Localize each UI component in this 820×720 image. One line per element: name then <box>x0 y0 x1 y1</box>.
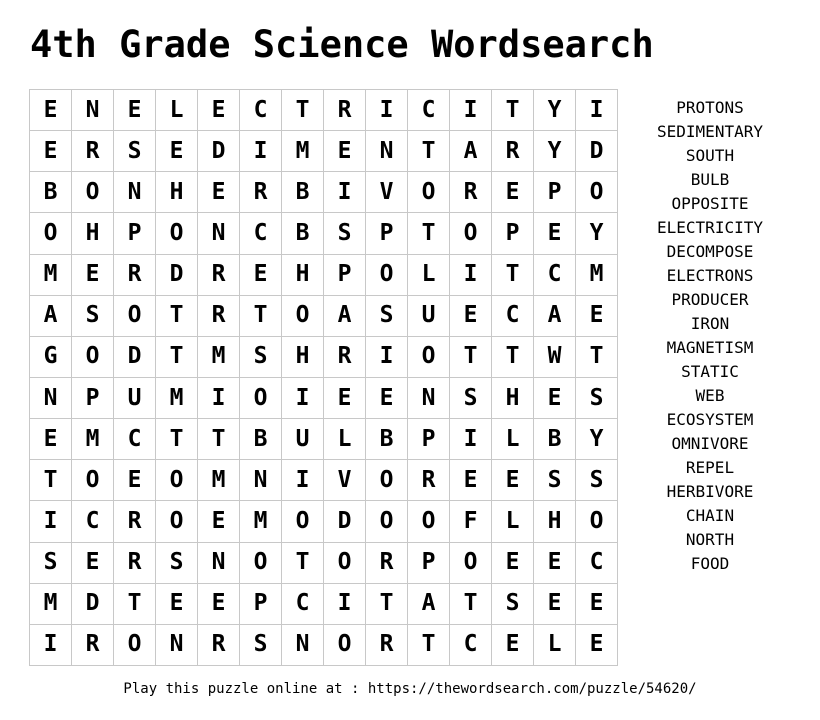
grid-cell[interactable]: E <box>114 460 156 501</box>
word-list-item: IRON <box>690 314 730 333</box>
grid-cell[interactable]: C <box>282 583 324 624</box>
grid-cell[interactable]: E <box>72 542 114 583</box>
grid-cell[interactable]: R <box>198 624 240 665</box>
grid-cell[interactable]: S <box>72 295 114 336</box>
grid-cell[interactable]: T <box>240 295 282 336</box>
grid-cell[interactable]: N <box>240 460 282 501</box>
grid-cell[interactable]: M <box>72 419 114 460</box>
grid-cell[interactable]: S <box>324 213 366 254</box>
grid-cell[interactable]: C <box>492 295 534 336</box>
grid-cell[interactable]: N <box>198 213 240 254</box>
grid-cell[interactable]: R <box>408 460 450 501</box>
word-list-item: SEDIMENTARY <box>657 122 763 141</box>
grid-cell[interactable]: S <box>240 336 282 377</box>
word-list-item: ELECTRONS <box>666 266 754 285</box>
grid-cell[interactable]: D <box>72 583 114 624</box>
grid-cell[interactable]: R <box>366 624 408 665</box>
grid-cell[interactable]: P <box>408 419 450 460</box>
letter-grid-body <box>30 90 618 666</box>
grid-cell[interactable]: B <box>240 419 282 460</box>
grid-cell[interactable]: T <box>30 460 72 501</box>
grid-cell[interactable]: R <box>450 172 492 213</box>
grid-cell[interactable]: T <box>366 583 408 624</box>
grid-cell[interactable]: P <box>240 583 282 624</box>
grid-cell[interactable]: T <box>198 419 240 460</box>
grid-cell[interactable]: O <box>240 377 282 418</box>
grid-cell[interactable]: S <box>156 542 198 583</box>
grid-cell[interactable]: E <box>198 583 240 624</box>
grid-cell[interactable]: I <box>30 501 72 542</box>
word-list-item: DECOMPOSE <box>666 242 754 261</box>
grid-cell[interactable]: M <box>576 254 618 295</box>
grid-cell[interactable]: A <box>534 295 576 336</box>
grid-cell[interactable]: L <box>492 419 534 460</box>
grid-cell[interactable]: T <box>492 90 534 131</box>
grid-cell[interactable]: E <box>30 131 72 172</box>
grid-cell[interactable]: L <box>492 501 534 542</box>
grid-cell[interactable]: M <box>30 583 72 624</box>
grid-cell[interactable]: C <box>450 624 492 665</box>
grid-cell[interactable]: E <box>576 295 618 336</box>
grid-cell[interactable]: M <box>30 254 72 295</box>
grid-row <box>30 460 618 501</box>
grid-cell[interactable]: T <box>282 90 324 131</box>
grid-row <box>30 295 618 336</box>
grid-cell[interactable]: Y <box>576 213 618 254</box>
grid-cell[interactable]: O <box>156 460 198 501</box>
grid-cell[interactable]: B <box>534 419 576 460</box>
grid-cell[interactable]: U <box>408 295 450 336</box>
grid-cell[interactable]: P <box>324 254 366 295</box>
grid-cell[interactable]: E <box>576 583 618 624</box>
grid-cell[interactable]: O <box>450 213 492 254</box>
grid-cell[interactable]: H <box>282 336 324 377</box>
grid-row <box>30 583 618 624</box>
grid-cell[interactable]: E <box>240 254 282 295</box>
grid-cell[interactable]: R <box>114 501 156 542</box>
grid-cell[interactable]: E <box>492 624 534 665</box>
grid-cell[interactable]: R <box>324 336 366 377</box>
grid-cell[interactable]: D <box>114 336 156 377</box>
grid-cell[interactable]: T <box>576 336 618 377</box>
grid-cell[interactable]: P <box>72 377 114 418</box>
grid-cell[interactable]: M <box>282 131 324 172</box>
word-list-item: STATIC <box>681 362 739 381</box>
word-list-item: PROTONS <box>676 98 744 117</box>
grid-cell[interactable]: R <box>72 131 114 172</box>
grid-cell[interactable]: O <box>366 501 408 542</box>
grid-cell[interactable]: R <box>492 131 534 172</box>
grid-cell[interactable]: M <box>198 336 240 377</box>
grid-cell[interactable]: N <box>408 377 450 418</box>
grid-cell[interactable]: O <box>366 254 408 295</box>
grid-cell[interactable]: E <box>492 542 534 583</box>
word-list-item: NORTH <box>685 530 735 549</box>
grid-row <box>30 542 618 583</box>
grid-cell[interactable]: E <box>534 377 576 418</box>
word-list-item: OPPOSITE <box>671 194 749 213</box>
grid-cell[interactable]: O <box>366 460 408 501</box>
grid-cell[interactable]: C <box>534 254 576 295</box>
grid-cell[interactable]: O <box>240 542 282 583</box>
grid-cell[interactable]: D <box>324 501 366 542</box>
grid-cell[interactable]: S <box>240 624 282 665</box>
grid-cell[interactable]: Y <box>534 90 576 131</box>
grid-cell[interactable]: E <box>492 460 534 501</box>
grid-cell[interactable]: O <box>72 172 114 213</box>
grid-cell[interactable]: E <box>72 254 114 295</box>
page-title: 4th Grade Science Wordsearch <box>30 23 654 66</box>
grid-cell[interactable]: O <box>156 501 198 542</box>
grid-cell[interactable]: I <box>324 583 366 624</box>
grid-cell[interactable]: D <box>156 254 198 295</box>
grid-cell[interactable]: O <box>324 542 366 583</box>
grid-cell[interactable]: L <box>534 624 576 665</box>
word-list-item: ELECTRICITY <box>657 218 763 237</box>
grid-cell[interactable]: T <box>450 583 492 624</box>
grid-cell[interactable]: S <box>366 295 408 336</box>
grid-cell[interactable]: F <box>450 501 492 542</box>
grid-cell[interactable]: I <box>282 460 324 501</box>
grid-cell[interactable]: P <box>534 172 576 213</box>
grid-cell[interactable]: L <box>156 90 198 131</box>
grid-cell[interactable]: E <box>450 460 492 501</box>
grid-cell[interactable]: T <box>156 419 198 460</box>
grid-cell[interactable]: O <box>72 336 114 377</box>
word-list-item: WEB <box>695 386 725 405</box>
grid-cell[interactable]: I <box>576 90 618 131</box>
grid-row <box>30 213 618 254</box>
grid-cell[interactable]: O <box>114 295 156 336</box>
grid-cell[interactable]: B <box>282 213 324 254</box>
grid-cell[interactable]: U <box>282 419 324 460</box>
grid-cell[interactable]: O <box>576 172 618 213</box>
grid-cell[interactable]: H <box>534 501 576 542</box>
grid-cell[interactable]: E <box>534 213 576 254</box>
grid-cell[interactable]: O <box>282 501 324 542</box>
grid-cell[interactable]: E <box>30 90 72 131</box>
grid-cell[interactable]: O <box>324 624 366 665</box>
grid-cell[interactable]: E <box>198 90 240 131</box>
grid-row <box>30 90 618 131</box>
grid-cell[interactable]: S <box>576 460 618 501</box>
grid-cell[interactable]: O <box>72 460 114 501</box>
grid-cell[interactable]: I <box>30 624 72 665</box>
grid-cell[interactable]: N <box>72 90 114 131</box>
grid-cell[interactable]: A <box>30 295 72 336</box>
grid-cell[interactable]: N <box>366 131 408 172</box>
grid-cell[interactable]: H <box>72 213 114 254</box>
grid-cell[interactable]: N <box>156 624 198 665</box>
grid-cell[interactable]: T <box>156 295 198 336</box>
grid-cell[interactable]: I <box>240 131 282 172</box>
grid-cell[interactable]: Y <box>534 131 576 172</box>
grid-cell[interactable]: E <box>324 377 366 418</box>
grid-cell[interactable]: U <box>114 377 156 418</box>
grid-cell[interactable]: O <box>408 172 450 213</box>
grid-cell[interactable]: R <box>198 254 240 295</box>
grid-cell[interactable]: O <box>282 295 324 336</box>
grid-cell[interactable]: N <box>282 624 324 665</box>
grid-cell[interactable]: I <box>282 377 324 418</box>
grid-cell[interactable]: R <box>114 542 156 583</box>
grid-cell[interactable]: D <box>198 131 240 172</box>
grid-cell[interactable]: T <box>408 213 450 254</box>
grid-cell[interactable]: O <box>408 336 450 377</box>
grid-cell[interactable]: E <box>198 172 240 213</box>
grid-cell[interactable]: I <box>450 254 492 295</box>
grid-cell[interactable]: R <box>324 90 366 131</box>
grid-row <box>30 336 618 377</box>
grid-cell[interactable]: T <box>156 336 198 377</box>
grid-cell[interactable]: W <box>534 336 576 377</box>
grid-cell[interactable]: E <box>450 295 492 336</box>
grid-cell[interactable]: A <box>408 583 450 624</box>
grid-cell[interactable]: I <box>450 419 492 460</box>
grid-cell[interactable]: T <box>408 624 450 665</box>
grid-row <box>30 377 618 418</box>
grid-cell[interactable]: T <box>282 542 324 583</box>
grid-row <box>30 501 618 542</box>
grid-cell[interactable]: P <box>408 542 450 583</box>
grid-cell[interactable]: L <box>324 419 366 460</box>
grid-cell[interactable]: E <box>30 419 72 460</box>
grid-cell[interactable]: T <box>492 336 534 377</box>
grid-row <box>30 419 618 460</box>
word-list-item: HERBIVORE <box>666 482 754 501</box>
grid-cell[interactable]: V <box>324 460 366 501</box>
grid-cell[interactable]: P <box>366 213 408 254</box>
grid-cell[interactable]: P <box>114 213 156 254</box>
word-list-item: ECOSYSTEM <box>666 410 754 429</box>
grid-cell[interactable]: C <box>240 90 282 131</box>
grid-cell[interactable]: S <box>30 542 72 583</box>
grid-cell[interactable]: R <box>72 624 114 665</box>
grid-row <box>30 131 618 172</box>
grid-cell[interactable]: S <box>576 377 618 418</box>
grid-cell[interactable]: T <box>114 583 156 624</box>
grid-cell[interactable]: C <box>240 213 282 254</box>
word-list-item: BULB <box>690 170 730 189</box>
grid-cell[interactable]: B <box>30 172 72 213</box>
grid-cell[interactable]: E <box>576 624 618 665</box>
grid-cell[interactable]: O <box>30 213 72 254</box>
grid-cell[interactable]: O <box>408 501 450 542</box>
grid-cell[interactable]: I <box>366 336 408 377</box>
word-list <box>635 96 785 576</box>
grid-cell[interactable]: L <box>408 254 450 295</box>
word-list-item: MAGNETISM <box>666 338 754 357</box>
grid-cell[interactable]: I <box>450 90 492 131</box>
grid-row <box>30 254 618 295</box>
grid-cell[interactable]: I <box>366 90 408 131</box>
grid-cell[interactable]: O <box>450 542 492 583</box>
letter-grid[interactable] <box>29 89 618 666</box>
word-list-item: FOOD <box>690 554 730 573</box>
grid-cell[interactable]: S <box>534 460 576 501</box>
grid-cell[interactable]: S <box>114 131 156 172</box>
grid-cell[interactable]: E <box>492 172 534 213</box>
grid-cell[interactable]: I <box>324 172 366 213</box>
grid-cell[interactable]: E <box>534 542 576 583</box>
grid-cell[interactable]: H <box>492 377 534 418</box>
grid-cell[interactable]: C <box>576 542 618 583</box>
grid-row <box>30 172 618 213</box>
grid-cell[interactable]: E <box>324 131 366 172</box>
grid-cell[interactable]: R <box>366 542 408 583</box>
word-list-item: REPEL <box>685 458 735 477</box>
grid-cell[interactable]: A <box>324 295 366 336</box>
grid-cell[interactable]: M <box>156 377 198 418</box>
grid-cell[interactable]: R <box>198 295 240 336</box>
grid-cell[interactable]: G <box>30 336 72 377</box>
grid-cell[interactable]: E <box>534 583 576 624</box>
grid-cell[interactable]: E <box>198 501 240 542</box>
grid-cell[interactable]: M <box>240 501 282 542</box>
grid-cell[interactable]: D <box>576 131 618 172</box>
word-list-item: OMNIVORE <box>671 434 749 453</box>
word-list-item: PRODUCER <box>671 290 749 309</box>
word-list-item: CHAIN <box>685 506 735 525</box>
grid-cell[interactable]: V <box>366 172 408 213</box>
grid-cell[interactable]: O <box>156 213 198 254</box>
grid-cell[interactable]: P <box>492 213 534 254</box>
grid-cell[interactable]: S <box>450 377 492 418</box>
grid-cell[interactable]: S <box>492 583 534 624</box>
grid-cell[interactable]: M <box>198 460 240 501</box>
grid-cell[interactable]: N <box>30 377 72 418</box>
grid-cell[interactable]: N <box>114 172 156 213</box>
grid-cell[interactable]: H <box>156 172 198 213</box>
grid-cell[interactable]: C <box>114 419 156 460</box>
grid-cell[interactable]: C <box>408 90 450 131</box>
footer-link-text: Play this puzzle online at : https://thewordsearch.com/puzzle/54620/ <box>123 681 697 697</box>
grid-cell[interactable]: Y <box>576 419 618 460</box>
grid-cell[interactable]: T <box>450 336 492 377</box>
grid-cell[interactable]: N <box>198 542 240 583</box>
grid-cell[interactable]: A <box>450 131 492 172</box>
grid-cell[interactable]: B <box>282 172 324 213</box>
grid-cell[interactable]: H <box>282 254 324 295</box>
grid-cell[interactable]: T <box>408 131 450 172</box>
grid-cell[interactable]: B <box>366 419 408 460</box>
grid-cell[interactable]: R <box>114 254 156 295</box>
grid-cell[interactable]: C <box>72 501 114 542</box>
grid-cell[interactable]: E <box>114 90 156 131</box>
grid-cell[interactable]: O <box>114 624 156 665</box>
word-list-item: SOUTH <box>685 146 735 165</box>
grid-cell[interactable]: T <box>492 254 534 295</box>
grid-row <box>30 624 618 665</box>
grid-cell[interactable]: E <box>366 377 408 418</box>
grid-cell[interactable]: E <box>156 583 198 624</box>
grid-cell[interactable]: I <box>198 377 240 418</box>
grid-cell[interactable]: O <box>576 501 618 542</box>
grid-cell[interactable]: R <box>240 172 282 213</box>
grid-cell[interactable]: E <box>156 131 198 172</box>
